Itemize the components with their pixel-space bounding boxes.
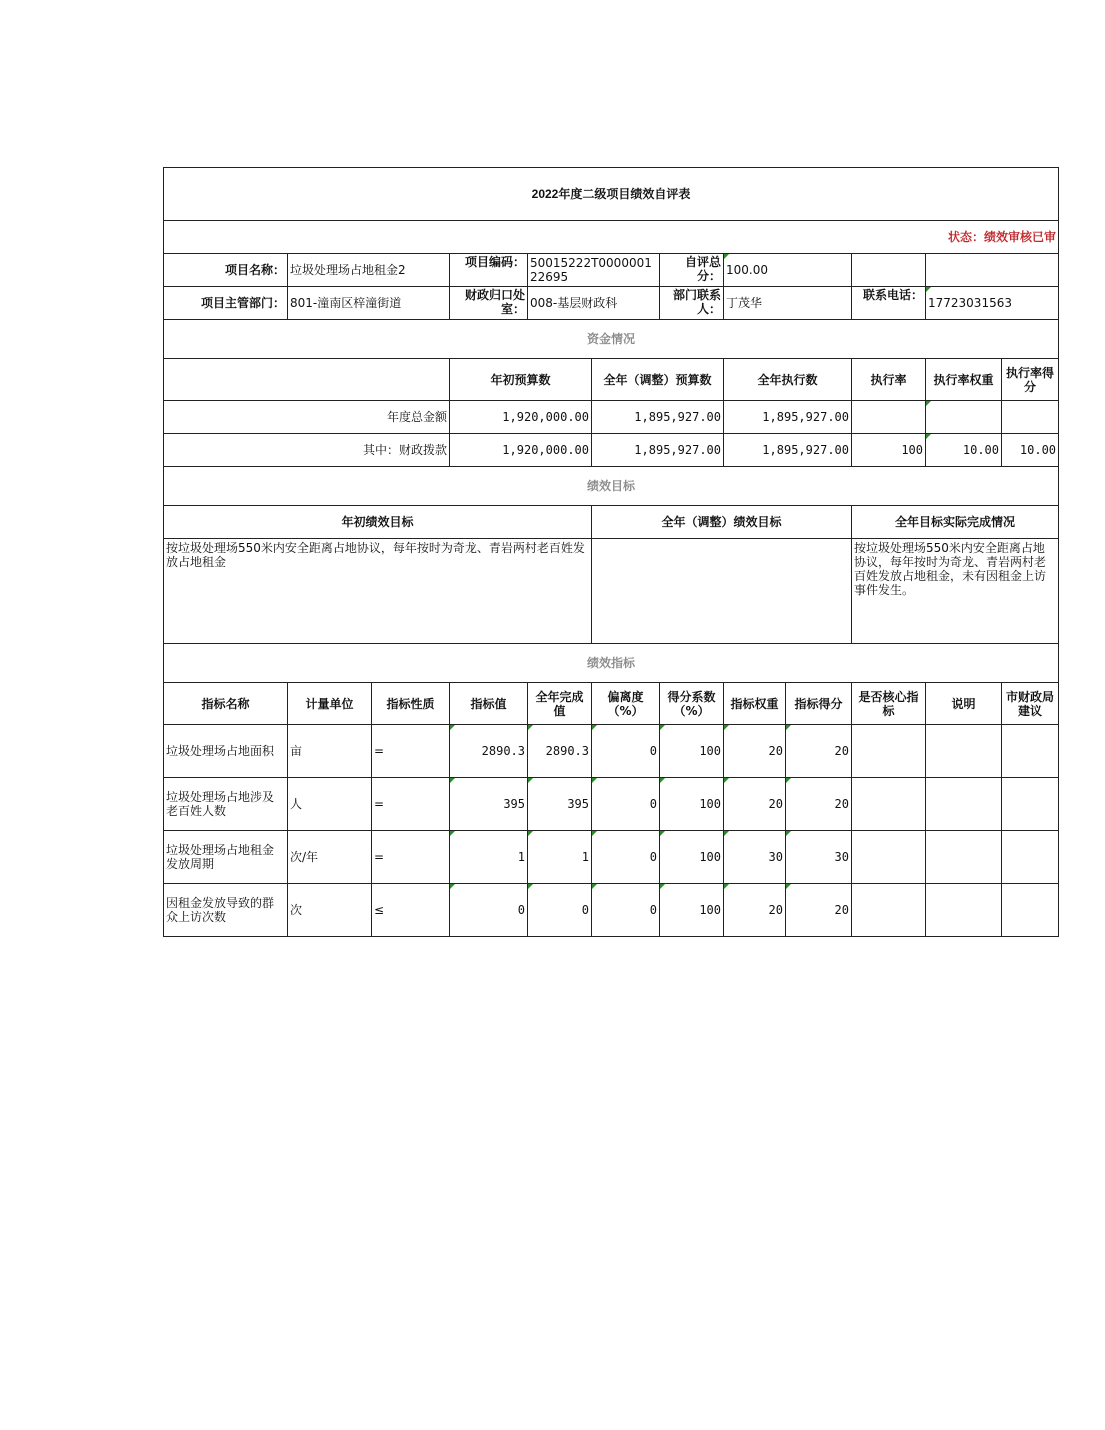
evaluation-table (163, 167, 1059, 937)
ind-nature: = (372, 831, 450, 884)
ind-nature: = (372, 725, 450, 778)
empty-cell (164, 359, 450, 401)
self-score-value: 100.00 (724, 254, 852, 287)
ind-header-actual: 全年完成值 (528, 683, 592, 725)
ind-target: 0 (450, 884, 528, 937)
ind-name: 垃圾处理场占地涉及老百姓人数 (164, 778, 288, 831)
ind-score: 30 (786, 831, 852, 884)
ind-header-core: 是否核心指标 (852, 683, 926, 725)
ind-advice (1002, 778, 1059, 831)
funds-row-adjusted: 1,895,927.00 (592, 401, 724, 434)
funds-header-executed: 全年执行数 (724, 359, 852, 401)
ind-actual: 395 (528, 778, 592, 831)
ind-actual: 0 (528, 884, 592, 937)
ind-unit: 亩 (288, 725, 372, 778)
project-code-value: 50015222T000000122695 (528, 254, 660, 287)
finance-office-label: 财政归口处室： (450, 287, 528, 320)
indicators-section-title: 绩效指标 (164, 644, 1059, 683)
funds-row-adjusted: 1,895,927.00 (592, 434, 724, 467)
ind-name: 垃圾处理场占地面积 (164, 725, 288, 778)
ind-unit: 人 (288, 778, 372, 831)
funds-header-rate: 执行率 (852, 359, 926, 401)
self-score-label: 自评总分： (660, 254, 724, 287)
funds-header-weight: 执行率权重 (926, 359, 1002, 401)
ind-actual: 1 (528, 831, 592, 884)
contact-label: 部门联系人： (660, 287, 724, 320)
ind-coef: 100 (660, 831, 724, 884)
ind-unit: 次/年 (288, 831, 372, 884)
funds-row-executed: 1,895,927.00 (724, 434, 852, 467)
funds-row-executed: 1,895,927.00 (724, 401, 852, 434)
project-name-label: 项目名称： (164, 254, 288, 287)
ind-coef: 100 (660, 884, 724, 937)
funds-section-title: 资金情况 (164, 320, 1059, 359)
ind-advice (1002, 884, 1059, 937)
funds-header-adjusted: 全年（调整）预算数 (592, 359, 724, 401)
ind-header-name: 指标名称 (164, 683, 288, 725)
ind-header-deviation: 偏离度（%） (592, 683, 660, 725)
dept-value: 801-潼南区梓潼街道 (288, 287, 450, 320)
phone-value: 17723031563 (926, 287, 1059, 320)
goals-adjusted-text (592, 539, 852, 644)
ind-note (926, 778, 1002, 831)
ind-header-target: 指标值 (450, 683, 528, 725)
indicators-body (164, 725, 1059, 937)
ind-coef: 100 (660, 778, 724, 831)
ind-target: 1 (450, 831, 528, 884)
table-row (164, 884, 1059, 937)
contact-value: 丁茂华 (724, 287, 852, 320)
empty-cell (852, 254, 926, 287)
ind-core (852, 831, 926, 884)
ind-note (926, 831, 1002, 884)
finance-office-value: 008-基层财政科 (528, 287, 660, 320)
funds-header-score: 执行率得分 (1002, 359, 1059, 401)
ind-score: 20 (786, 778, 852, 831)
ind-note (926, 884, 1002, 937)
ind-core (852, 778, 926, 831)
table-row (164, 831, 1059, 884)
ind-name: 因租金发放导致的群众上访次数 (164, 884, 288, 937)
ind-target: 2890.3 (450, 725, 528, 778)
ind-weight: 20 (724, 725, 786, 778)
ind-deviation: 0 (592, 778, 660, 831)
ind-nature: = (372, 778, 450, 831)
funds-row-score (1002, 401, 1059, 434)
ind-weight: 20 (724, 884, 786, 937)
project-name-value: 垃圾处理场占地租金2 (288, 254, 450, 287)
project-code-label: 项目编码： (450, 254, 528, 287)
ind-header-nature: 指标性质 (372, 683, 450, 725)
ind-header-coef: 得分系数（%） (660, 683, 724, 725)
ind-header-score: 指标得分 (786, 683, 852, 725)
ind-header-advice: 市财政局建议 (1002, 683, 1059, 725)
ind-name: 垃圾处理场占地租金发放周期 (164, 831, 288, 884)
ind-advice (1002, 831, 1059, 884)
ind-unit: 次 (288, 884, 372, 937)
ind-deviation: 0 (592, 884, 660, 937)
goals-initial-text: 按垃圾处理场550米内安全距离占地协议，每年按时为奇龙、青岩两村老百姓发放占地租金 (164, 539, 592, 644)
funds-row-score: 10.00 (1002, 434, 1059, 467)
funds-row-budget: 1,920,000.00 (450, 434, 592, 467)
ind-actual: 2890.3 (528, 725, 592, 778)
dept-label: 项目主管部门： (164, 287, 288, 320)
funds-row-budget: 1,920,000.00 (450, 401, 592, 434)
ind-core (852, 725, 926, 778)
phone-label: 联系电话： (852, 287, 926, 320)
ind-header-weight: 指标权重 (724, 683, 786, 725)
goals-header-actual: 全年目标实际完成情况 (852, 506, 1059, 539)
ind-header-unit: 计量单位 (288, 683, 372, 725)
ind-header-note: 说明 (926, 683, 1002, 725)
funds-header-budget: 年初预算数 (450, 359, 592, 401)
ind-deviation: 0 (592, 831, 660, 884)
goals-section-title: 绩效目标 (164, 467, 1059, 506)
funds-row-rate (852, 401, 926, 434)
ind-note (926, 725, 1002, 778)
ind-target: 395 (450, 778, 528, 831)
table-row (164, 778, 1059, 831)
page-title: 2022年度二级项目绩效自评表 (164, 168, 1059, 221)
ind-nature: ≤ (372, 884, 450, 937)
status-badge: 状态：绩效审核已审 (164, 221, 1059, 254)
ind-score: 20 (786, 884, 852, 937)
ind-coef: 100 (660, 725, 724, 778)
evaluation-sheet (163, 167, 1058, 937)
table-row (164, 725, 1059, 778)
ind-core (852, 884, 926, 937)
ind-weight: 30 (724, 831, 786, 884)
goals-header-adjusted: 全年（调整）绩效目标 (592, 506, 852, 539)
empty-cell (926, 254, 1059, 287)
funds-row-rate: 100 (852, 434, 926, 467)
ind-deviation: 0 (592, 725, 660, 778)
funds-row-weight (926, 401, 1002, 434)
funds-row-weight: 10.00 (926, 434, 1002, 467)
ind-weight: 20 (724, 778, 786, 831)
funds-row-label: 其中：财政拨款 (164, 434, 450, 467)
goals-header-initial: 年初绩效目标 (164, 506, 592, 539)
ind-advice (1002, 725, 1059, 778)
goals-actual-text: 按垃圾处理场550米内安全距离占地协议，每年按时为奇龙、青岩两村老百姓发放占地租金，未有因租金上访事件发生。 (852, 539, 1059, 644)
funds-row-label: 年度总金额 (164, 401, 450, 434)
ind-score: 20 (786, 725, 852, 778)
